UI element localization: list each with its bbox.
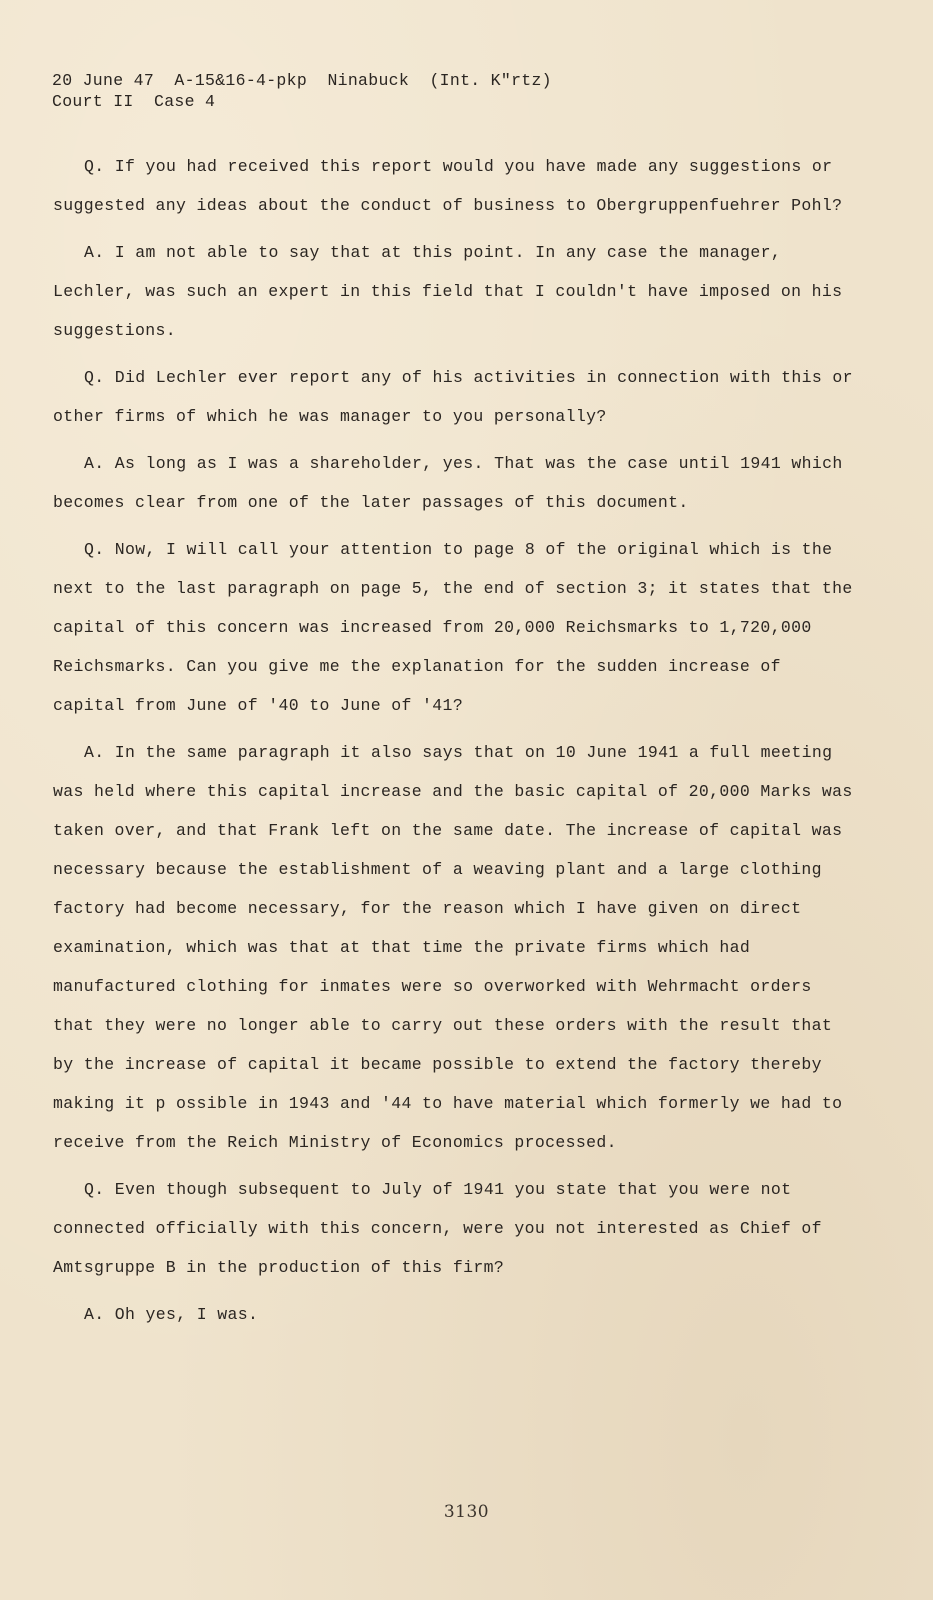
- answer-paragraph: A. Oh yes, I was.: [84, 1305, 259, 1324]
- transcript-body: [53, 147, 853, 1342]
- answer-paragraph: A. As long as I was a shareholder, yes. That was the case until 1941 which becomes clear from one of the later passages of this document.: [53, 454, 843, 512]
- answer-paragraph: A. I am not able to say that at this point. In any case the manager, Lechler, was such an expert in this field that I couldn't have imposed on his suggestions.: [53, 243, 843, 340]
- question-paragraph: Q. Did Lechler ever report any of his activities in connection with this or other firms of which he was manager to you personally?: [53, 368, 853, 426]
- header-date-reference: 20 June 47 A-15&16-4-pkp Ninabuck (Int. K"rtz): [52, 71, 552, 90]
- question-paragraph: Q. Even though subsequent to July of 1941 you state that you were not connected officially with this concern, were you not interested as Chief of Amtsgruppe B in the production of this firm?: [53, 1180, 822, 1277]
- answer-paragraph: A. In the same paragraph it also says that on 10 June 1941 a full meeting was held where this capital increase and the basic capital of 20,000 Marks was taken over, and that Frank left on the same date. The increase of capital was necessary because the establishment of a weaving plant and a large clothing factory had become necessary, for the reason which I have given on direct examination, which was that at that time the private firms which had manufactured clothing for inmates were so overworked with Wehrmacht orders that they were no longer able to carry out these orders with the result that by the increase of capital it became possible to extend the factory thereby making it p ossible in 1943 and '44 to have material which formerly we had to receive from the Reich Ministry of Economics processed.: [53, 743, 853, 1152]
- document-header: [52, 70, 552, 112]
- question-paragraph: Q. If you had received this report would you have made any suggestions or suggested any ideas about the conduct of business to Obergruppenfuehrer Pohl?: [53, 157, 843, 215]
- header-court-case: Court II Case 4: [52, 92, 216, 111]
- question-paragraph: Q. Now, I will call your attention to page 8 of the original which is the next to the last paragraph on page 5, the end of section 3; it states that the capital of this concern was increased from 20,000 Reichsmarks to 1,720,000 Reichsmarks. Can you give me the explanation for the sudden increase of capital from June of '40 to June of '41?: [53, 540, 853, 715]
- page-number: 3130: [443, 1502, 490, 1522]
